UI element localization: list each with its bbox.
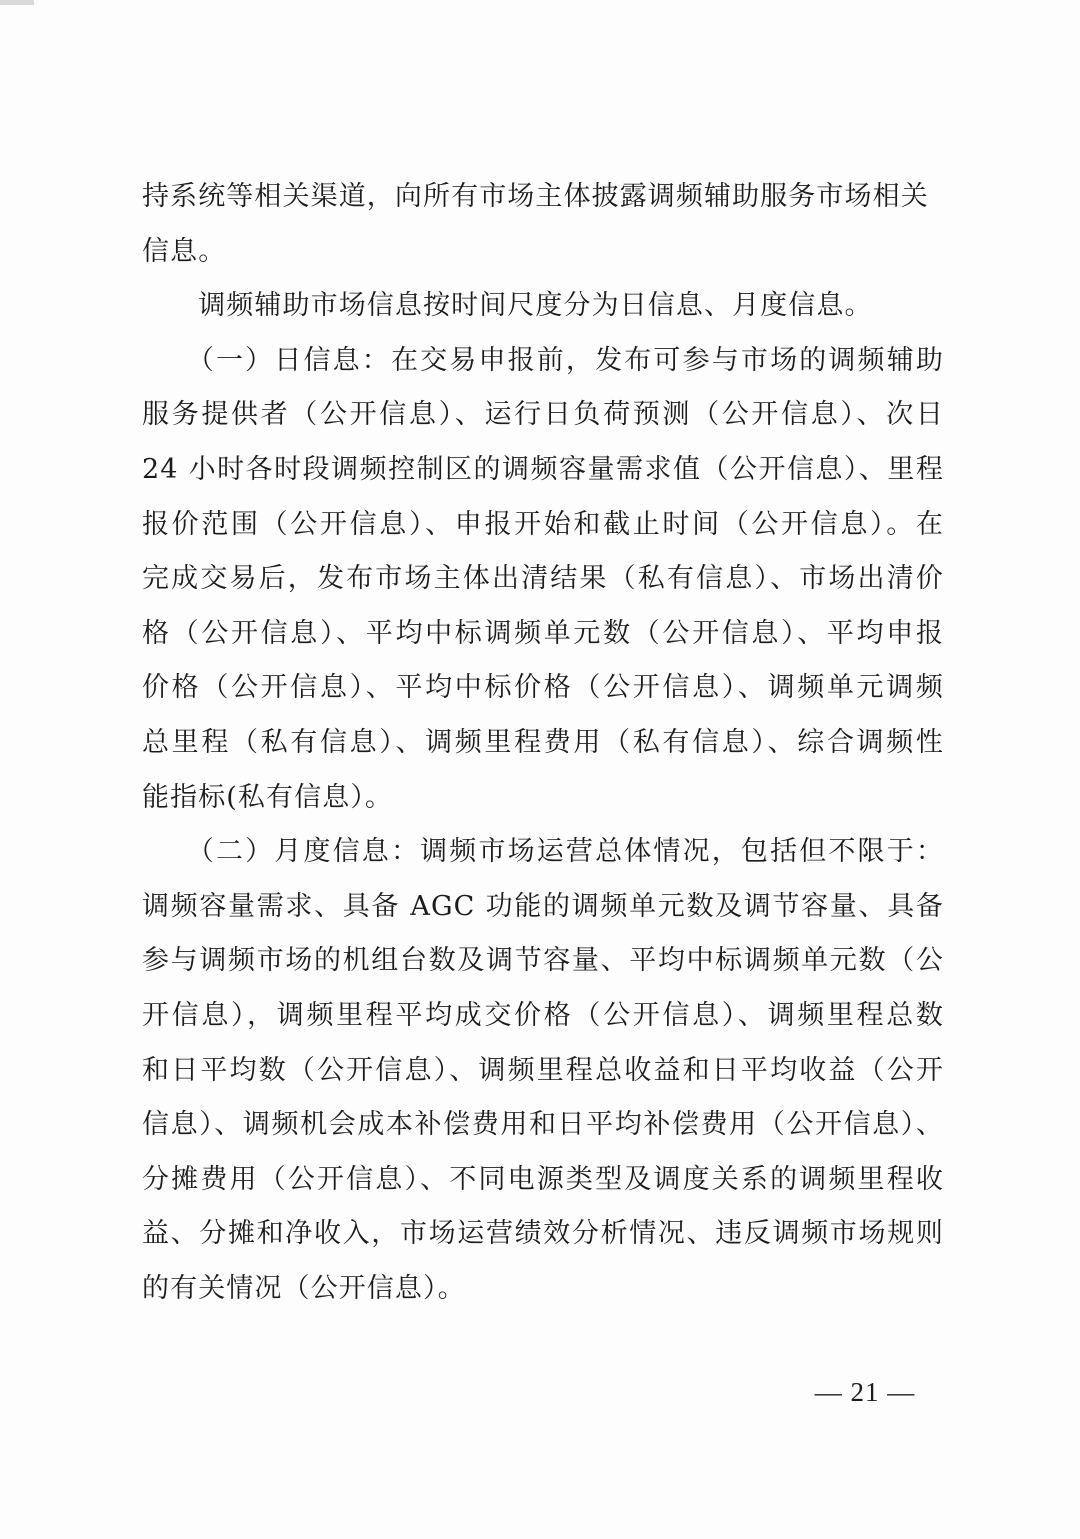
text-line: 开信息），调频里程平均成交价格（公开信息）、调频里程总数 [142, 999, 944, 1031]
text-line: 报价范围（公开信息）、申报开始和截止时间（公开信息）。在 [142, 508, 944, 540]
text-line: 信息。 [142, 235, 227, 267]
text-line: （一）日信息：在交易申报前，发布可参与市场的调频辅助 [142, 344, 944, 376]
text-line: 总里程（私有信息）、调频里程费用（私有信息）、综合调频性 [142, 726, 944, 758]
text-line: 益、分摊和净收入，市场运营绩效分析情况、违反调频市场规则 [142, 1218, 944, 1250]
text-line: 能指标(私有信息）。 [142, 781, 394, 813]
text-line: 格（公开信息）、平均中标调频单元数（公开信息）、平均申报 [142, 617, 944, 649]
page-number: — 21 — [814, 1377, 916, 1407]
text-line: 调频辅助市场信息按时间尺度分为日信息、月度信息。 [142, 290, 873, 322]
text-line: 调频容量需求、具备 AGC 功能的调频单元数及调节容量、具备 [142, 890, 944, 922]
body-text [142, 170, 944, 1316]
text-line: 完成交易后，发布市场主体出清结果（私有信息）、市场出清价 [142, 563, 944, 595]
text-line: 信息）、调频机会成本补偿费用和日平均补偿费用（公开信息）、 [142, 1109, 944, 1141]
text-line: 参与调频市场的机组台数及调节容量、平均中标调频单元数（公 [142, 945, 944, 977]
text-line: 24 小时各时段调频控制区的调频容量需求值（公开信息）、里程 [142, 453, 944, 485]
text-line: 价格（公开信息）、平均中标价格（公开信息）、调频单元调频 [142, 672, 944, 704]
scan-mark [0, 0, 34, 5]
text-line: 持系统等相关渠道，向所有市场主体披露调频辅助服务市场相关 [142, 181, 929, 212]
text-line: 和日平均数（公开信息）、调频里程总收益和日平均收益（公开 [142, 1054, 944, 1086]
text-line: 分摊费用（公开信息）、不同电源类型及调度关系的调频里程收 [142, 1163, 944, 1195]
text-line: 服务提供者（公开信息）、运行日负荷预测（公开信息）、次日 [142, 399, 944, 431]
text-line: （二）月度信息：调频市场运营总体情况，包括但不限于： [142, 836, 944, 868]
text-line: 的有关情况（公开信息）。 [142, 1272, 466, 1304]
